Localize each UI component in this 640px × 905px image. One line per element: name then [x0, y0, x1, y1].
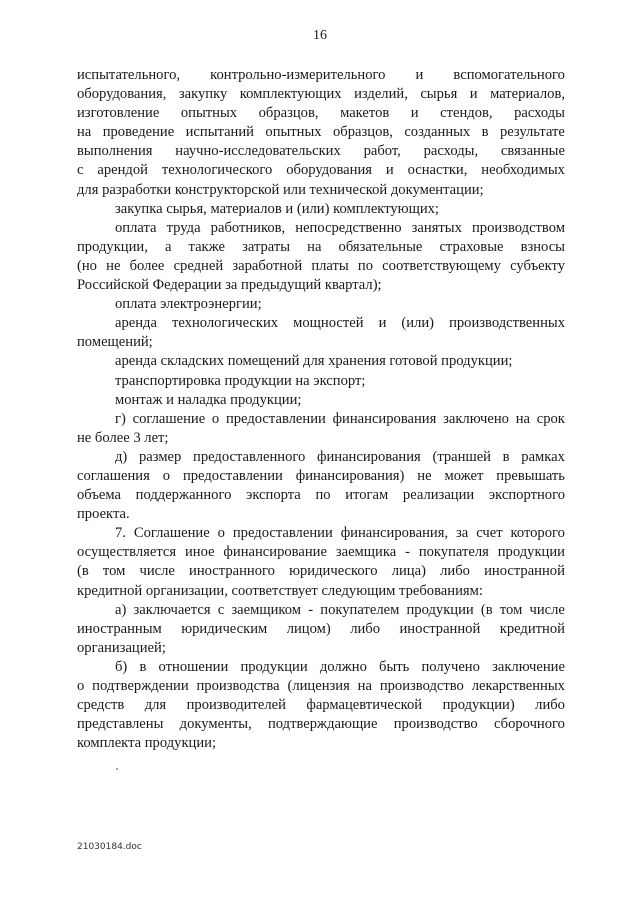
- word: лекарственных: [471, 678, 565, 694]
- word: мощностей: [293, 315, 364, 332]
- document-body: [77, 66, 565, 753]
- text-line: помещений;: [77, 334, 153, 351]
- word: представлены: [77, 716, 164, 733]
- word: предоставлении: [182, 467, 283, 484]
- word: поддержанного: [135, 487, 232, 504]
- word: (лицензия: [287, 678, 350, 694]
- word: получено: [421, 658, 480, 675]
- word: обязательные: [338, 238, 423, 255]
- word: производства: [196, 678, 280, 694]
- text-line: аренда складских помещений для хранения готовой продукции;: [115, 353, 513, 370]
- word: труда: [166, 219, 201, 236]
- word: оборудования,: [77, 86, 167, 103]
- word: лица): [391, 563, 426, 580]
- text-line: [77, 658, 565, 677]
- word: образцов,: [333, 124, 393, 141]
- word: иностранной: [484, 563, 565, 580]
- word: отношении: [158, 658, 229, 675]
- text-line: [77, 486, 565, 505]
- word: которого: [510, 525, 565, 542]
- scan-speck: [116, 768, 118, 770]
- word: предоставлении: [225, 410, 326, 427]
- text-line: [77, 142, 565, 161]
- word: заключено: [443, 410, 509, 427]
- text-line: [77, 448, 565, 467]
- word: аренда: [115, 315, 157, 332]
- word: испытательного,: [77, 67, 181, 83]
- word: сырья: [420, 86, 458, 103]
- word: производство: [393, 716, 478, 733]
- word: кредитной: [499, 620, 565, 637]
- word: производственных: [449, 315, 565, 332]
- word: предоставлении: [232, 525, 333, 542]
- word: заемщиком: [231, 601, 302, 618]
- word: либо: [535, 697, 565, 714]
- word: фармацевтической: [306, 697, 423, 714]
- word: быть: [379, 658, 410, 675]
- word: заключение: [492, 658, 565, 675]
- word: подтверждающие: [267, 716, 378, 733]
- word: закупку: [178, 86, 228, 103]
- text-line: [77, 620, 565, 639]
- word: том: [499, 601, 523, 618]
- word: б): [115, 658, 128, 675]
- word: числе: [529, 601, 565, 618]
- word: производителей: [186, 697, 286, 714]
- word: иное: [184, 544, 215, 561]
- word: технологических: [172, 315, 279, 332]
- word: выполнения: [77, 143, 153, 160]
- word: размер: [138, 448, 182, 465]
- word: (траншей: [432, 448, 491, 465]
- word: соглашения: [77, 467, 150, 484]
- word: опытных: [265, 124, 322, 141]
- word: средств: [77, 697, 125, 714]
- word: -: [405, 544, 410, 561]
- word: покупателя: [418, 544, 489, 561]
- word: заключается: [133, 601, 211, 618]
- word: производство: [379, 678, 464, 694]
- word: работников,: [210, 219, 286, 236]
- word: страховые: [439, 238, 504, 255]
- word: финансирования): [295, 467, 405, 484]
- word: рамках: [521, 448, 565, 465]
- word: (но: [77, 257, 97, 274]
- word: заработной: [232, 257, 303, 274]
- text-line: [77, 85, 565, 104]
- word: необходимых: [481, 162, 565, 179]
- word: технологического: [161, 162, 273, 179]
- word: платы: [311, 257, 349, 274]
- word: и: [385, 162, 394, 179]
- word: с: [217, 601, 225, 618]
- word: соответствующему: [382, 257, 501, 274]
- word: стендов,: [440, 105, 493, 122]
- word: продукции: [240, 658, 308, 675]
- word: более: [129, 257, 165, 274]
- word: заемщика: [335, 544, 397, 561]
- word: продукции): [442, 697, 515, 714]
- word: иностранного: [189, 563, 275, 580]
- word: и: [410, 105, 419, 122]
- word: срок: [536, 410, 565, 427]
- word: иностранным: [77, 620, 162, 637]
- text-line: [77, 696, 565, 715]
- word: вспомогательного: [453, 67, 565, 83]
- word: контрольно-измерительного: [210, 67, 386, 83]
- text-line: транспортировка продукции на экспорт;: [115, 372, 366, 389]
- word: производством: [472, 219, 565, 236]
- word: научно-исследовательских: [175, 143, 341, 160]
- text-line: [77, 161, 565, 180]
- word: работ,: [363, 143, 401, 160]
- word: сборочного: [493, 716, 565, 733]
- word: покупателем: [320, 601, 400, 618]
- text-line: [77, 238, 565, 257]
- text-line: не более 3 лет;: [77, 429, 169, 446]
- text-line: [77, 562, 565, 581]
- word: финансирование: [223, 544, 327, 561]
- word: затраты: [242, 238, 291, 255]
- word: о: [217, 525, 225, 542]
- word: оплата: [115, 219, 157, 236]
- word: по: [357, 257, 373, 274]
- word: и: [415, 67, 424, 83]
- word: продукции: [406, 601, 474, 618]
- word: -: [308, 601, 314, 618]
- word: Соглашение: [133, 525, 210, 542]
- word: для: [144, 697, 167, 714]
- word: созданных: [404, 124, 471, 141]
- word: экспорта: [246, 487, 301, 504]
- text-line: кредитной организации, соответствует следующим требованиям:: [77, 582, 483, 599]
- word: а: [164, 238, 172, 255]
- word: может: [444, 467, 484, 484]
- word: о: [211, 410, 220, 427]
- page-number: 16: [313, 28, 327, 43]
- word: оборудования: [286, 162, 372, 179]
- word: не: [417, 467, 432, 484]
- text-line: для разработки конструкторской или технической документации;: [77, 181, 484, 198]
- word: лицом): [286, 620, 331, 637]
- word: подтверждении: [92, 678, 189, 694]
- word: материалов,: [490, 86, 565, 103]
- word: за: [456, 525, 469, 542]
- word: изготовление: [77, 105, 160, 122]
- word: осуществляется: [77, 544, 177, 561]
- word: либо: [350, 620, 381, 637]
- word: изделий,: [354, 86, 408, 103]
- text-line: [77, 715, 565, 734]
- word: а): [115, 601, 127, 618]
- word: на: [357, 678, 372, 694]
- word: итогам: [345, 487, 389, 504]
- word: том: [102, 563, 126, 580]
- word: оснастки,: [407, 162, 468, 179]
- word: о: [162, 467, 171, 484]
- word: в: [502, 448, 510, 465]
- word: г): [115, 410, 126, 427]
- word: проведение: [102, 124, 175, 141]
- word: превышать: [496, 467, 565, 484]
- word: на: [307, 238, 322, 255]
- text-line: закупка сырья, материалов и (или) комплектующих;: [115, 200, 439, 217]
- word: финансирования,: [340, 525, 449, 542]
- word: продукции: [497, 544, 565, 561]
- word: на: [515, 410, 530, 427]
- word: счет: [476, 525, 503, 542]
- word: связанные: [500, 143, 565, 160]
- word: финансирования: [317, 448, 421, 465]
- word: реализации: [402, 487, 475, 504]
- word: продукции,: [77, 238, 148, 255]
- word: и: [469, 86, 478, 103]
- word: на: [77, 124, 92, 141]
- word: (в: [77, 563, 89, 580]
- word: юридического: [289, 563, 378, 580]
- word: объема: [77, 487, 121, 504]
- word: (или): [401, 315, 435, 332]
- word: по: [315, 487, 331, 504]
- text-line: монтаж и наладка продукции;: [115, 391, 302, 408]
- word: экспортного: [488, 487, 565, 504]
- word: в: [481, 124, 489, 141]
- word: числе: [139, 563, 175, 580]
- word: занятых: [411, 219, 462, 236]
- word: с: [77, 162, 84, 179]
- word: субъекту: [510, 257, 565, 274]
- word: (в: [480, 601, 493, 618]
- word: 7.: [115, 525, 126, 542]
- word: д): [115, 448, 128, 465]
- word: опытных: [180, 105, 238, 122]
- text-line: комплекта продукции;: [77, 735, 217, 752]
- word: юридическим: [181, 620, 268, 637]
- word: взносы: [520, 238, 565, 255]
- word: арендой: [97, 162, 148, 179]
- text-line: [77, 410, 565, 429]
- word: испытаний: [185, 124, 254, 141]
- text-line: проекта.: [77, 506, 130, 523]
- text-line: [77, 257, 565, 276]
- text-line: [77, 219, 565, 238]
- document-footer: 21030184.doc: [77, 842, 142, 852]
- text-line: [77, 123, 565, 142]
- text-line: оплата электроэнергии;: [115, 296, 262, 313]
- word: непосредственно: [295, 219, 402, 236]
- text-line: [77, 66, 565, 85]
- text-line: [77, 314, 565, 333]
- word: не: [106, 257, 121, 274]
- word: средней: [173, 257, 224, 274]
- word: расходы: [514, 105, 565, 122]
- word: также: [188, 238, 226, 255]
- word: либо: [440, 563, 470, 580]
- text-line: [77, 543, 565, 562]
- word: в: [139, 658, 147, 675]
- word: должно: [319, 658, 367, 675]
- word: расходы,: [423, 143, 479, 160]
- text-line: Российской Федерации за предыдущий квартал);: [77, 277, 382, 294]
- word: финансирования: [332, 410, 437, 427]
- word: и: [378, 315, 387, 332]
- word: документы,: [179, 716, 252, 733]
- text-line: [77, 601, 565, 620]
- word: о: [77, 678, 85, 694]
- text-line: организацией;: [77, 639, 166, 656]
- word: иностранной: [399, 620, 481, 637]
- text-line: [77, 524, 565, 543]
- text-line: [77, 677, 565, 696]
- word: результате: [499, 124, 565, 141]
- text-line: [77, 467, 565, 486]
- word: образцов,: [258, 105, 319, 122]
- word: комплектующих: [239, 86, 342, 103]
- word: макетов: [340, 105, 390, 122]
- word: предоставленного: [193, 448, 306, 465]
- text-line: [77, 104, 565, 123]
- word: соглашение: [132, 410, 206, 427]
